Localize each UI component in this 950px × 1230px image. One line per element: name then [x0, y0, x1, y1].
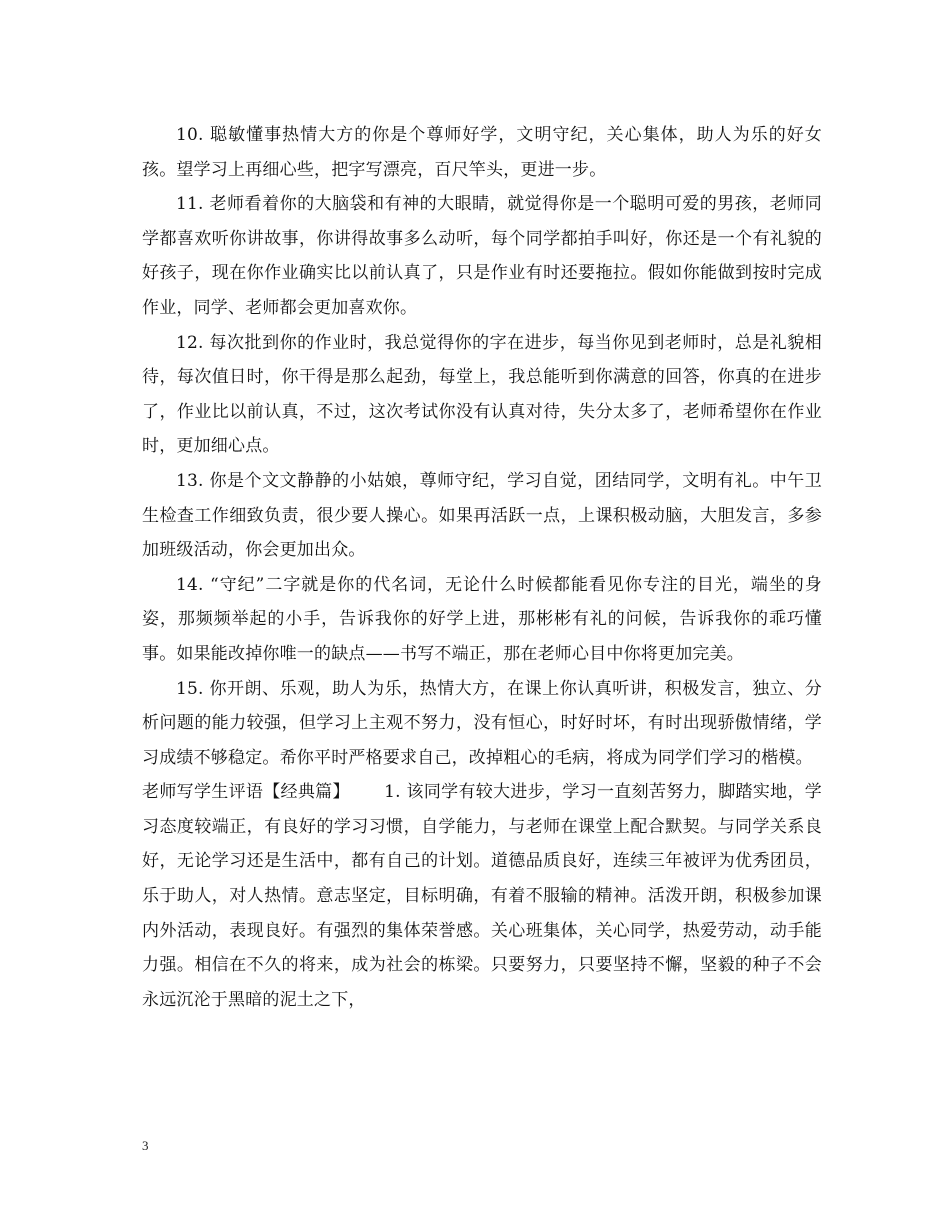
page-number: 3	[142, 1138, 149, 1153]
section-paragraph	[142, 775, 822, 1017]
section-heading: 老师写学生评语【经典篇】	[142, 782, 350, 803]
comment-paragraph-12: 12. 每次批到你的作业时，我总觉得你的字在进步，每当你见到老师时，总是礼貌相待，每次值日时，你干得是那么起劲，每堂上，我总能听到你满意的回答，你真的在进步了，作业比以前认真，不过，这次考试你没有认真对待，失分太多了，老师希望你在作业时，更加细心点。	[142, 332, 822, 457]
comment-paragraph-10: 10. 聪敏懂事热情大方的你是个尊师好学，文明守纪，关心集体，助人为乐的好女孩。望学习上再细心些，把字写漂亮，百尺竿头，更进一步。	[142, 125, 822, 180]
document-body	[142, 118, 822, 1017]
comment-paragraph-14: 14. “守纪”二字就是你的代名词，无论什么时候都能看见你专注的目光，端坐的身姿，那频频举起的小手，告诉我你的好学上进，那彬彬有礼的问候，告诉我你的乖巧懂事。如果能改掉你唯一的缺点——书写不端正，那在老师心目中你将更加完美。	[142, 574, 822, 664]
section-body: 1. 该同学有较大进步，学习一直刻苦努力，脚踏实地，学习态度较端正，有良好的学习习惯，自学能力，与老师在课堂上配合默契。与同学关系良好，无论学习还是生活中，都有自己的计划。道德品质良好，连续三年被评为优秀团员，乐于助人，对人热情。意志坚定，目标明确，有着不服输的精神。活泼开朗，积极参加课内外活动，表现良好。有强烈的集体荣誉感。关心班集体，关心同学，热爱劳动，动手能力强。相信在不久的将来，成为社会的栋梁。只要努力，只要坚持不懈，坚毅的种子不会永远沉沦于黑暗的泥土之下，	[142, 782, 823, 1010]
heading-gap	[350, 782, 384, 802]
comment-paragraph-13: 13. 你是个文文静静的小姑娘，尊师守纪，学习自觉，团结同学，文明有礼。中午卫生检查工作细致负责，很少要人操心。如果再活跃一点，上课积极动脑，大胆发言，多参加班级活动，你会更加出众。	[142, 470, 822, 561]
comment-paragraph-11: 11. 老师看着你的大脑袋和有神的大眼睛，就觉得你是一个聪明可爱的男孩，老师同学都喜欢听你讲故事，你讲得故事多么动听，每个同学都拍手叫好，你还是一个有礼貌的好孩子，现在你作业确实比以前认真了，只是作业有时还要拖拉。假如你能做到按时完成作业，同学、老师都会更加喜欢你。	[142, 194, 822, 318]
comment-paragraph-15: 15. 你开朗、乐观，助人为乐，热情大方，在课上你认真听讲，积极发言，独立、分析问题的能力较强，但学习上主观不努力，没有恒心，时好时坏，有时出现骄傲情绪，学习成绩不够稳定。希你平时严格要求自己，改掉粗心的毛病，将成为同学们学习的楷模。	[142, 678, 822, 768]
